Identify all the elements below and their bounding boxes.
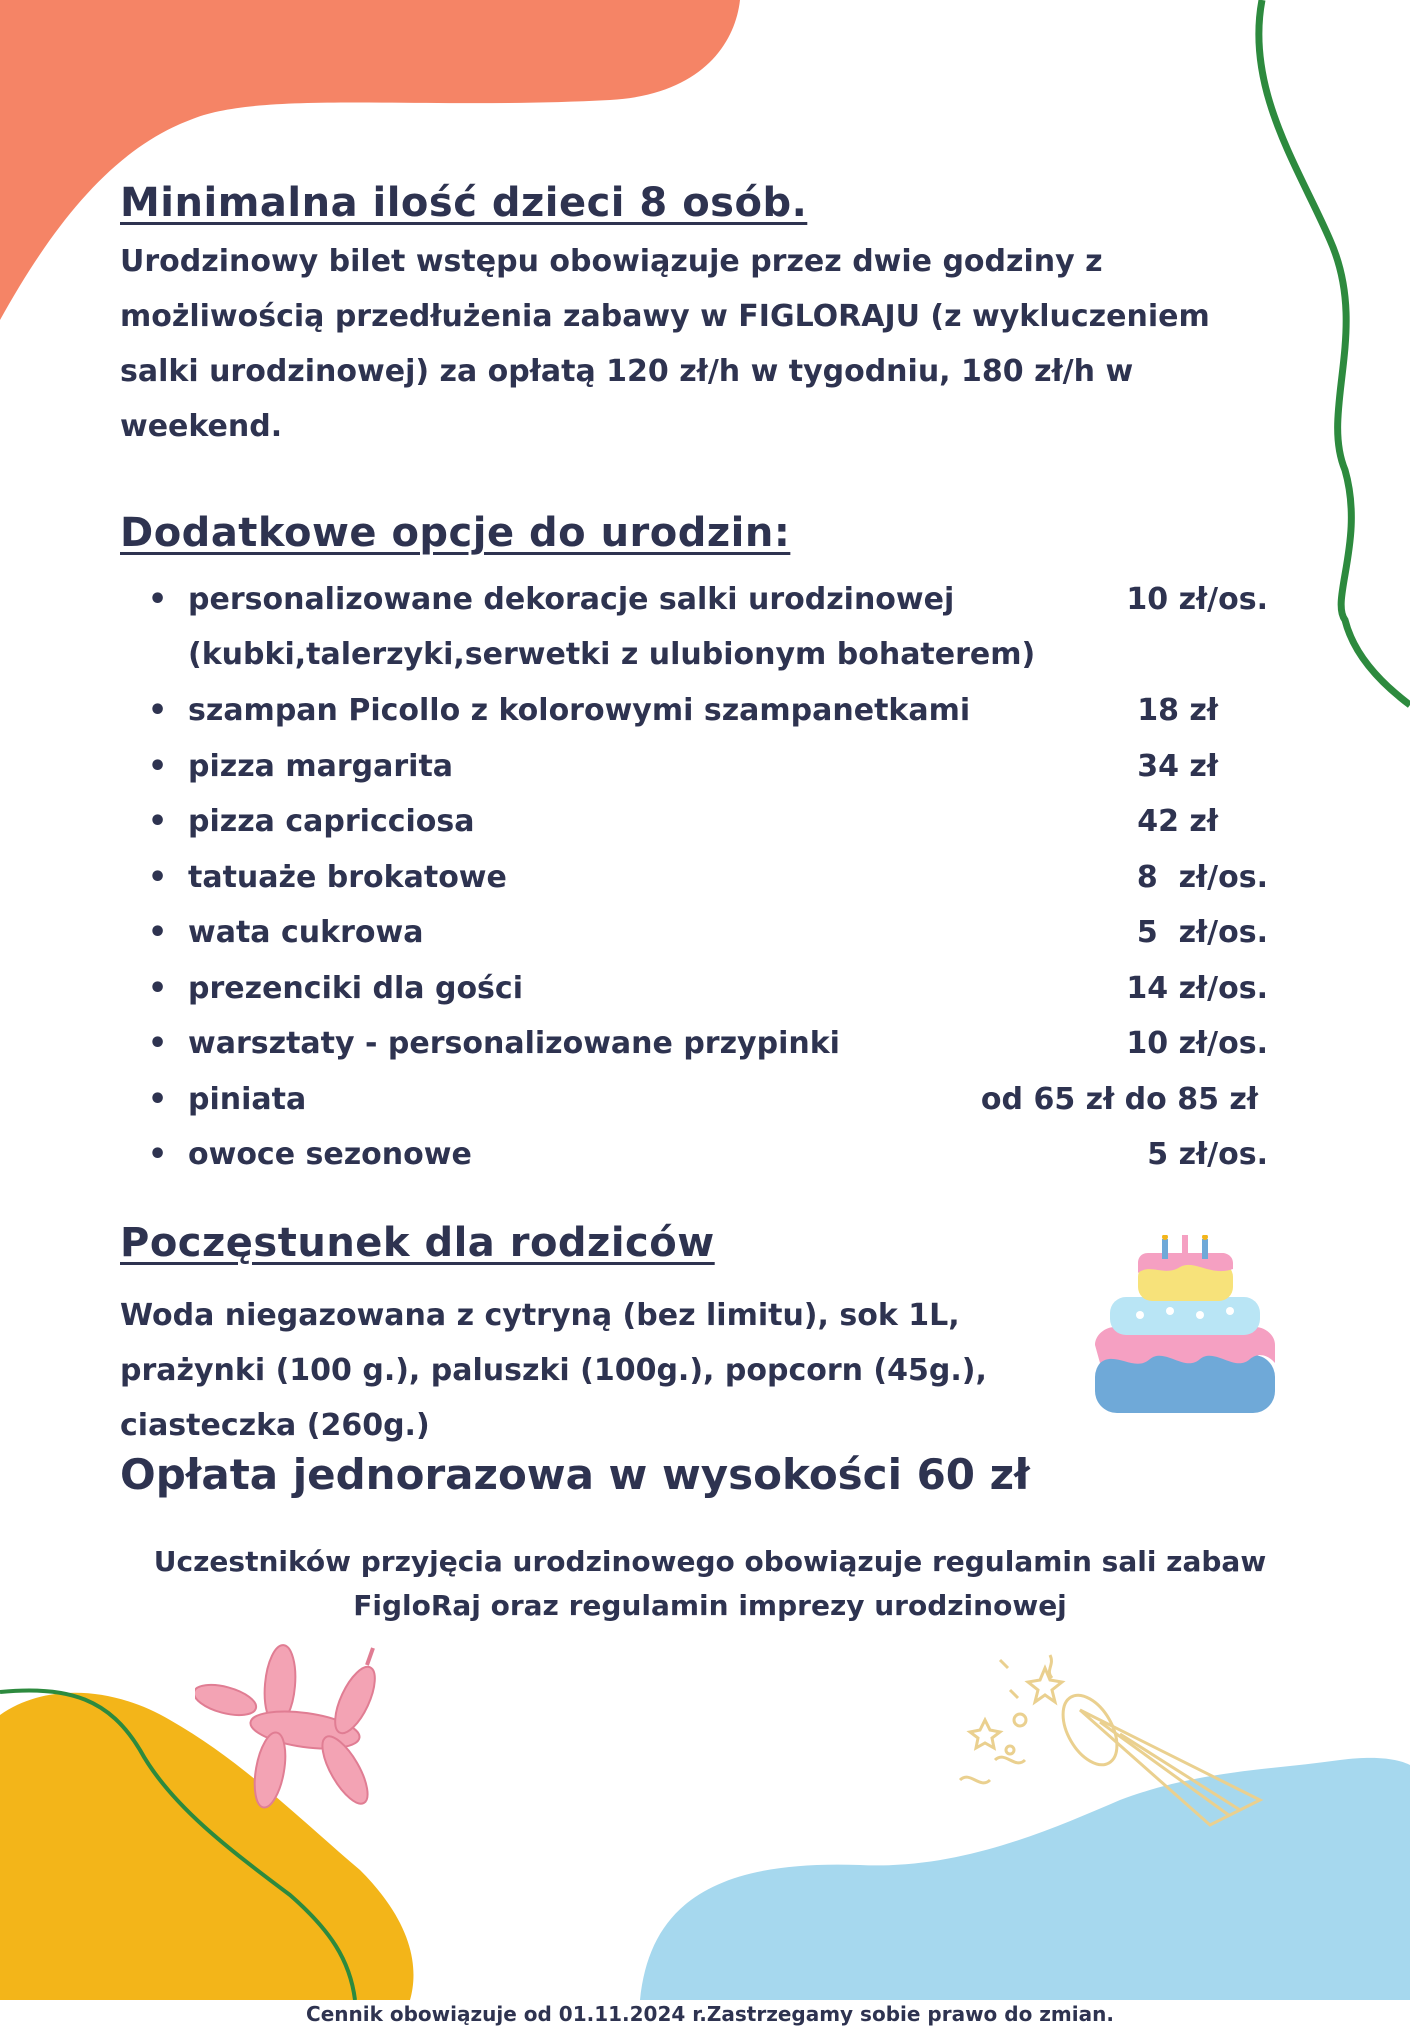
option-price: 5 zł/os.: [1147, 1137, 1268, 1172]
option-name: piniata: [188, 1081, 307, 1117]
option-price: od 65 zł do 85 zł: [980, 1081, 1258, 1117]
list-item: [148, 1072, 1298, 1128]
option-name: owoce sezonowe: [188, 1137, 472, 1172]
list-item: [148, 683, 1298, 739]
option-price: 8 zł/os.: [1136, 859, 1268, 895]
bullet-icon: •: [148, 693, 168, 728]
content: [120, 180, 1300, 2026]
option-price: 42 zł: [1137, 804, 1218, 839]
party-popper-icon: [940, 1650, 1280, 1830]
option-price: 14 zł/os.: [1126, 970, 1268, 1006]
list-item: [148, 850, 1298, 906]
refreshments-heading: Poczęstunek dla rodziców: [120, 1220, 715, 1266]
option-name: personalizowane dekoracje salki urodzinowej: [188, 582, 955, 617]
option-price: 10 zł/os.: [1126, 582, 1268, 617]
list-item: [148, 961, 1298, 1017]
bullet-icon: •: [148, 804, 168, 839]
options-heading: Dodatkowe opcje do urodzin:: [120, 510, 791, 556]
list-item: [148, 794, 1298, 850]
price-list-footer: Cennik obowiązuje od 01.11.2024 r.Zastrzegamy sobie prawo do zmian.: [306, 2002, 1114, 2026]
balloon-dog-icon: [195, 1640, 415, 1815]
rules-notice: Uczestników przyjęcia urodzinowego obowiązuje regulamin sali zabaw FigloRaj oraz regulamin imprezy urodzinowej: [153, 1545, 1267, 1622]
bullet-icon: •: [148, 1026, 168, 1061]
bullet-icon: •: [148, 748, 168, 784]
option-price: 10 zł/os.: [1126, 1026, 1268, 1061]
bullet-icon: •: [148, 1081, 168, 1117]
list-item: [148, 905, 1298, 961]
option-name: tatuaże brokatowe: [188, 859, 507, 895]
list-item: [148, 739, 1298, 795]
option-name: warsztaty - personalizowane przypinki: [188, 1026, 840, 1061]
option-name: pizza capricciosa: [188, 804, 475, 839]
options-list: [148, 572, 1298, 1183]
option-details: (kubki,talerzyki,serwetki z ulubionym bohaterem): [188, 637, 1036, 672]
option-price: 18 zł: [1137, 693, 1218, 728]
list-item: [148, 1127, 1298, 1183]
option-price: 34 zł: [1137, 748, 1218, 784]
option-name: szampan Picollo z kolorowymi szampanetkami: [188, 693, 971, 728]
bullet-icon: •: [148, 1137, 168, 1172]
bullet-icon: •: [148, 582, 168, 617]
option-name: prezenciki dla gości: [188, 970, 523, 1006]
min-children-heading: Minimalna ilość dzieci 8 osób.: [120, 180, 808, 226]
option-name: pizza margarita: [188, 748, 454, 784]
list-item: [148, 1016, 1298, 1072]
option-name: wata cukrowa: [188, 915, 424, 950]
bullet-icon: •: [148, 915, 168, 950]
bullet-icon: •: [148, 859, 168, 895]
birthday-cake-icon: [1090, 1235, 1280, 1425]
bullet-icon: •: [148, 970, 168, 1006]
one-time-fee: Opłata jednorazowa w wysokości 60 zł: [120, 1450, 1030, 1499]
list-item: [148, 572, 1298, 683]
option-price: 5 zł/os.: [1136, 915, 1268, 950]
refreshments-description: Woda niegazowana z cytryną (bez limitu), sok 1L, prażynki (100 g.), paluszki (100g.), popcorn (45g.), ciasteczka (260g.): [120, 1298, 987, 1443]
ticket-description: Urodzinowy bilet wstępu obowiązuje przez dwie godziny z możliwością przedłużenia zabawy w FIGLORAJU (z wykluczeniem salki urodzinowej) za opłatą 120 zł/h w tygodniu, 180 zł/h w weekend.: [120, 244, 1210, 444]
